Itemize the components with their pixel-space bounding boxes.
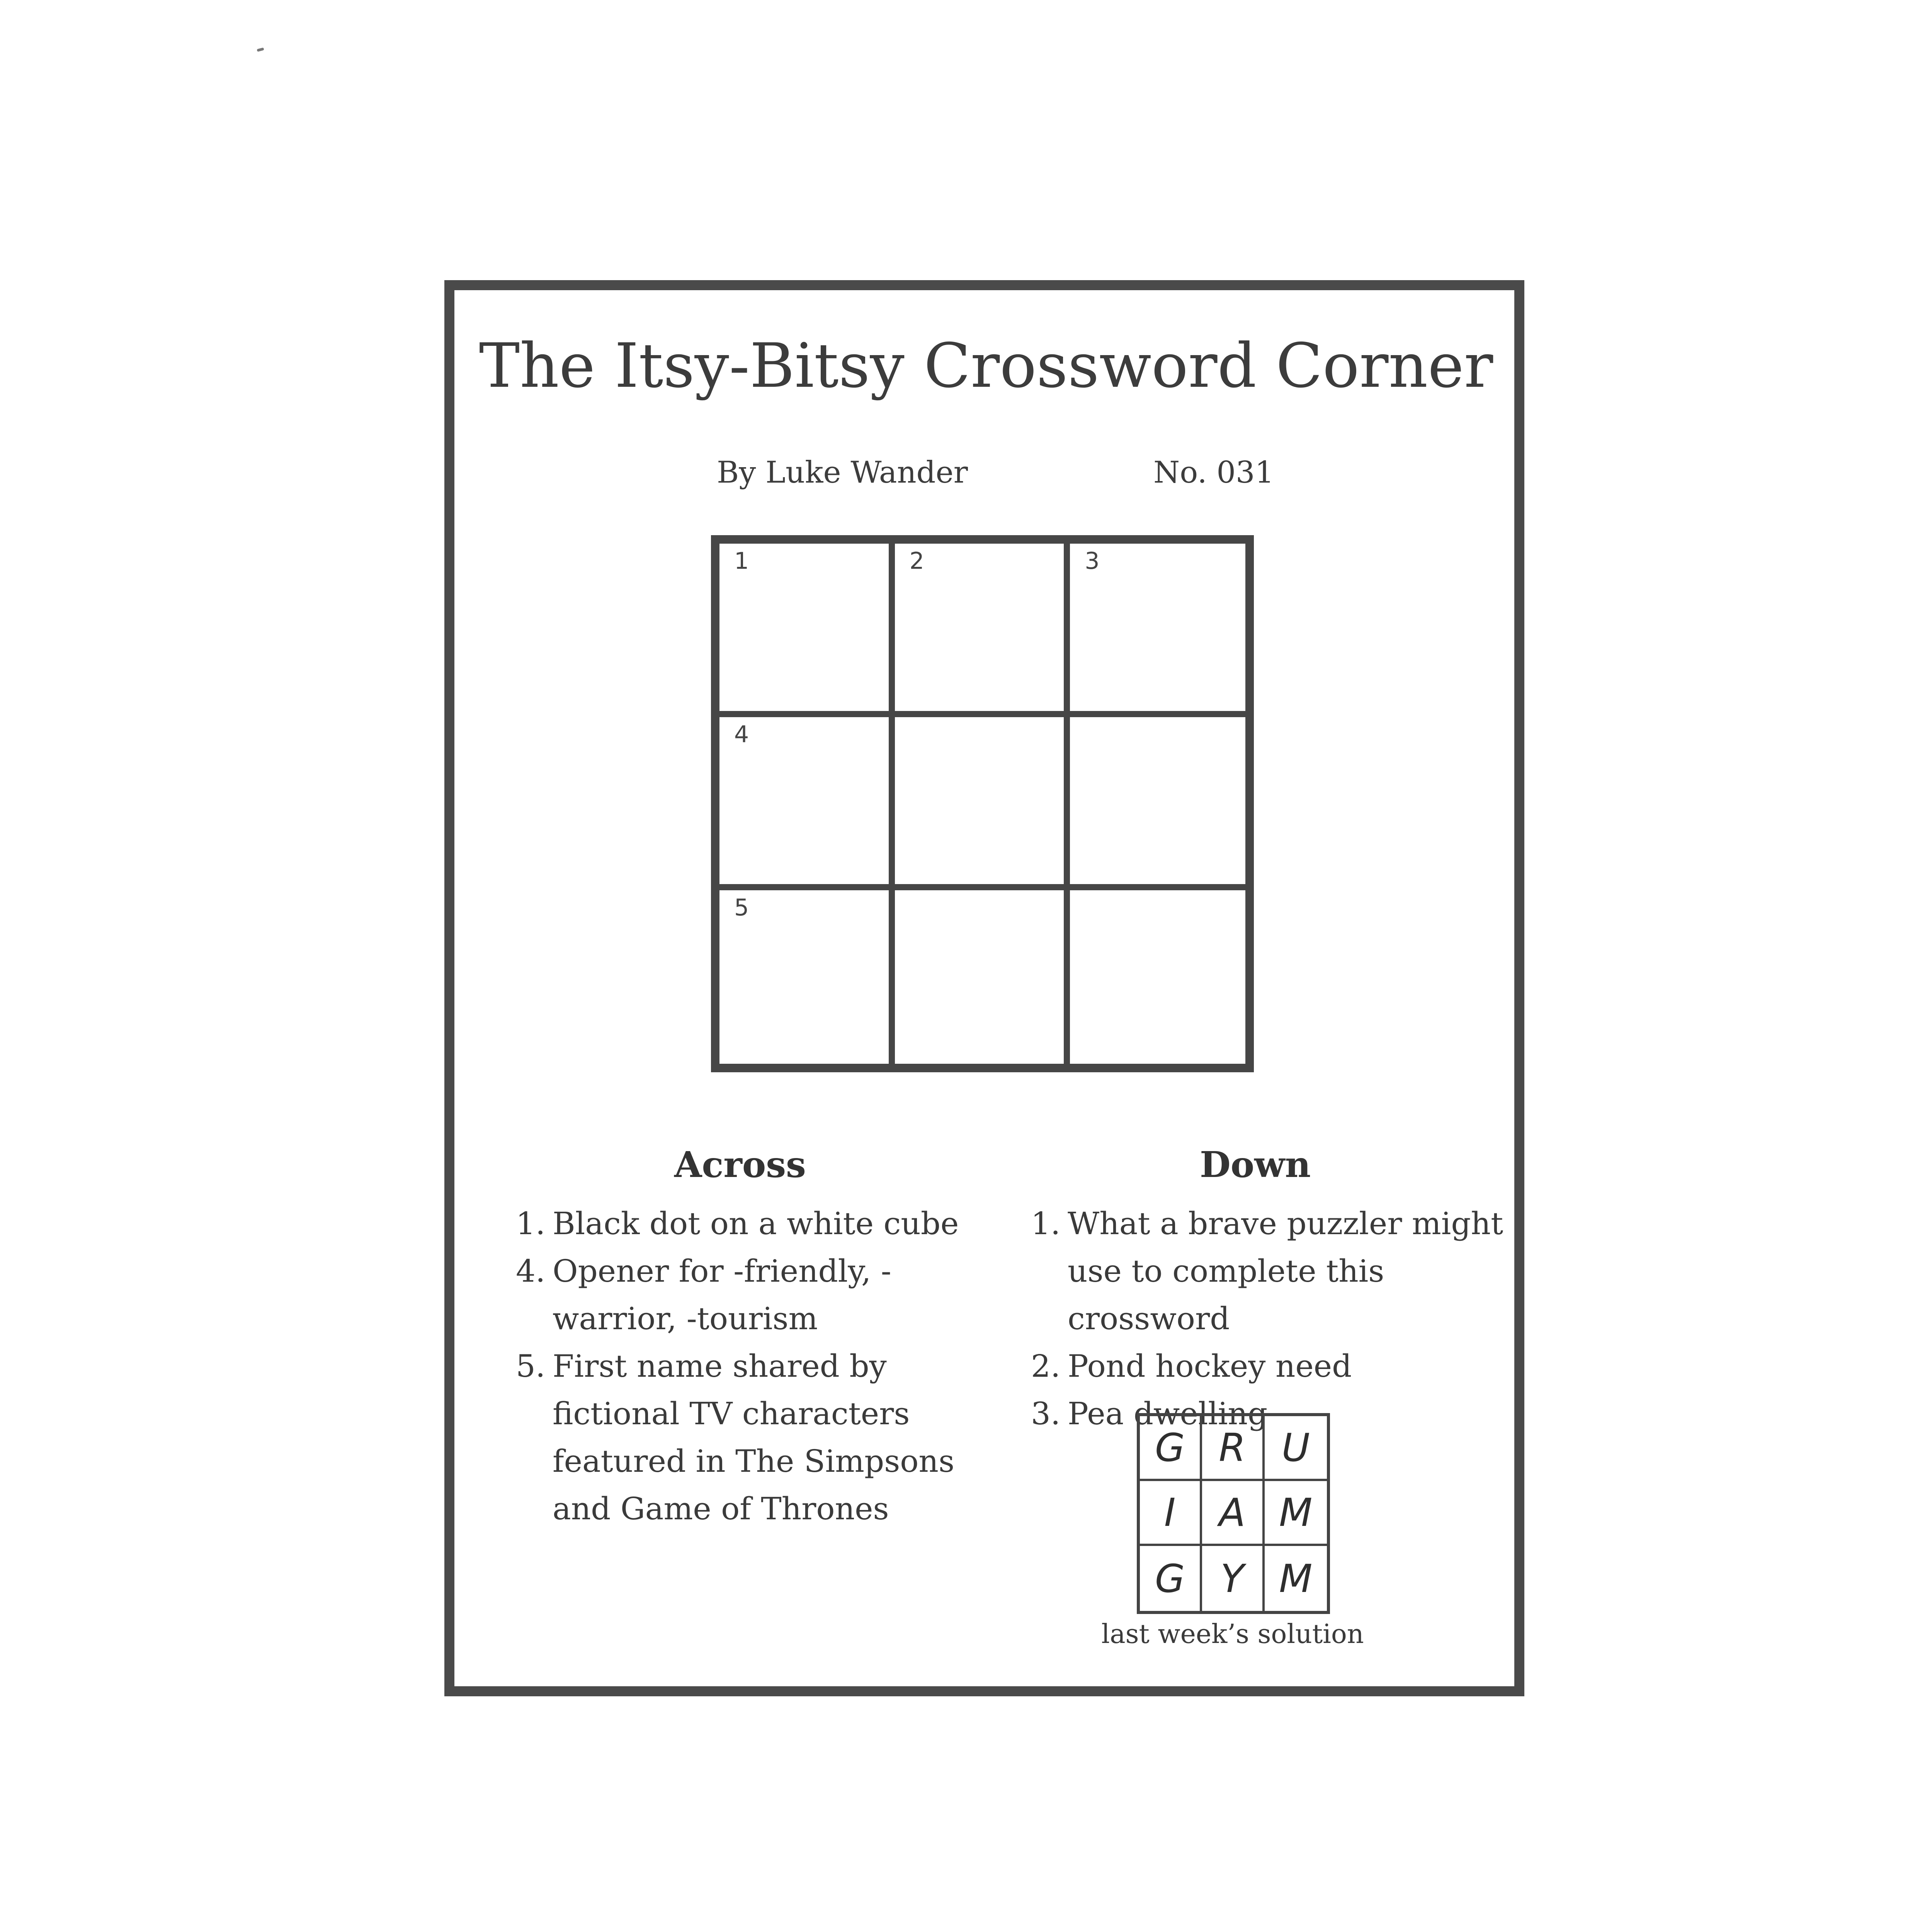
solution-cell: M bbox=[1265, 1481, 1327, 1546]
grid-cell[interactable] bbox=[895, 717, 1070, 891]
clue-text: Pea dwelling bbox=[1068, 1396, 1268, 1432]
grid-cell[interactable] bbox=[895, 544, 1070, 717]
solution-cell: G bbox=[1140, 1416, 1202, 1481]
stray-mark bbox=[257, 48, 264, 52]
clue-num: 1. bbox=[1031, 1206, 1061, 1242]
clue-num: 2. bbox=[1031, 1348, 1061, 1384]
clue-num: 5. bbox=[516, 1348, 546, 1384]
clue-number: 2 bbox=[909, 548, 924, 575]
solution-cell: A bbox=[1202, 1481, 1264, 1546]
clue-text: What a brave puzzler might use to complete this crossword bbox=[1068, 1206, 1503, 1337]
grid-cell[interactable] bbox=[719, 890, 895, 1064]
clue-text: First name shared by fictional TV characters featured in The Simpsons and Game of Thrones bbox=[553, 1348, 954, 1527]
grid-cell[interactable] bbox=[1070, 717, 1245, 891]
clue-number: 5 bbox=[734, 894, 749, 922]
clue-number: 1 bbox=[734, 548, 749, 575]
solution-cell: G bbox=[1140, 1546, 1202, 1611]
byline: By Luke Wander bbox=[717, 455, 968, 490]
solution-cell: M bbox=[1279, 1556, 1313, 1601]
clue-num: 3. bbox=[1031, 1396, 1061, 1432]
clue-text: Black dot on a white cube bbox=[553, 1206, 959, 1242]
grid-cell[interactable] bbox=[1070, 890, 1245, 1064]
solution-cell: I bbox=[1140, 1481, 1202, 1546]
across-heading: Across bbox=[674, 1144, 806, 1185]
grid-cell[interactable] bbox=[1070, 544, 1245, 717]
across-clue bbox=[516, 1200, 995, 1247]
solution-grid bbox=[1137, 1413, 1330, 1614]
crossword-grid bbox=[711, 535, 1254, 1072]
clue-text: Opener for -friendly, -warrior, -tourism bbox=[553, 1253, 891, 1337]
puzzle-title: The Itsy-Bitsy Crossword Corner bbox=[479, 330, 1493, 401]
issue-number: No. 031 bbox=[1153, 455, 1274, 490]
across-clue bbox=[516, 1247, 995, 1342]
clue-num: 4. bbox=[516, 1253, 546, 1289]
down-heading: Down bbox=[1200, 1144, 1311, 1185]
across-clue bbox=[516, 1342, 995, 1532]
solution-cell: U bbox=[1265, 1416, 1327, 1481]
grid-cell[interactable] bbox=[719, 717, 895, 891]
clue-text: Pond hockey need bbox=[1068, 1348, 1352, 1384]
down-clue-list bbox=[1031, 1200, 1545, 1437]
clue-num: 1. bbox=[516, 1206, 546, 1242]
down-clue bbox=[1031, 1200, 1545, 1342]
grid-cell[interactable] bbox=[895, 890, 1070, 1064]
clue-number: 4 bbox=[734, 721, 749, 748]
down-clue bbox=[1031, 1342, 1545, 1390]
solution-cell: Y bbox=[1202, 1546, 1264, 1611]
grid-cell[interactable] bbox=[719, 544, 895, 717]
solution-cell: R bbox=[1202, 1416, 1264, 1481]
across-clue-list bbox=[516, 1200, 995, 1532]
clue-number: 3 bbox=[1085, 548, 1100, 575]
solution-caption: last week’s solution bbox=[1101, 1619, 1364, 1650]
